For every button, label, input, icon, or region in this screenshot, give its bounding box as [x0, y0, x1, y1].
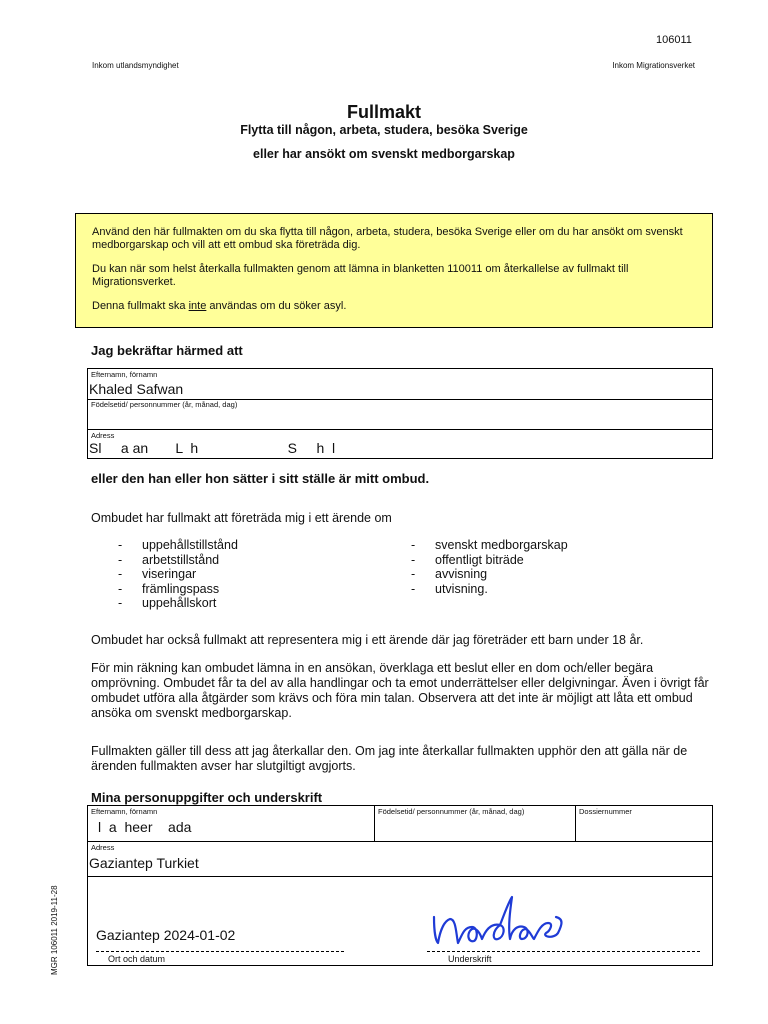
case-list-right: [411, 538, 568, 596]
representative-dob-field[interactable]: [87, 399, 713, 430]
form-number: 106011: [656, 34, 692, 46]
field-value: Sl a an L h S h l: [89, 440, 336, 456]
info-paragraph-2: Du kan när som helst återkalla fullmakten genom att lämna in blanketten 110011 om återkallelse av fullmakt till Migrationsverket.: [92, 263, 629, 288]
principal-dob-field[interactable]: [374, 805, 576, 842]
field-value: Khaled Safwan: [89, 381, 184, 397]
case-item: - arbetstillstånd: [118, 553, 238, 568]
field-label: Födelsetid/ personnummer (år, månad, dag): [91, 400, 238, 409]
signature-label: Underskrift: [448, 954, 492, 964]
case-item: - uppehållskort: [118, 596, 238, 611]
place-date-value[interactable]: Gaziantep 2024-01-02: [96, 927, 236, 943]
field-label: Dossiernummer: [579, 807, 632, 816]
case-item: - avvisning: [411, 567, 568, 582]
place-date-label: Ort och datum: [108, 954, 166, 964]
received-migration-label: Inkom Migrationsverket: [612, 61, 695, 70]
field-label: Födelsetid/ personnummer (år, månad, dag): [378, 807, 525, 816]
info-paragraph-1: Använd den här fullmakten om du ska flytta till någon, arbeta, studera, besöka Sverige eller om du har ansökt om svenskt medborgarskap och vill att ett ombud ska företräda dig.: [92, 226, 683, 251]
field-value: l a heer ada: [98, 819, 192, 835]
case-item: - utvisning.: [411, 582, 568, 597]
case-item: - offentligt biträde: [411, 553, 568, 568]
page-title: Fullmakt: [346, 102, 421, 122]
case-item: - uppehållstillstånd: [118, 538, 238, 553]
subtitle-line-1: Flytta till någon, arbeta, studera, besöka Sverige: [240, 123, 528, 137]
info-box: [75, 213, 713, 328]
field-value: Gaziantep Turkiet: [89, 855, 199, 871]
case-item: - främlingspass: [118, 582, 238, 597]
principal-name-field[interactable]: [87, 805, 375, 842]
subtitle-line-2: eller har ansökt om svenskt medborgarskap: [253, 147, 515, 161]
handwritten-signature[interactable]: [430, 893, 570, 958]
case-list-left: [118, 538, 238, 611]
dossier-number-field[interactable]: [575, 805, 713, 842]
field-label: Efternamn, förnamn: [91, 807, 158, 816]
signature-section: [87, 876, 713, 966]
paragraph-children: Ombudet har också fullmakt att representera mig i ett ärende där jag företräder ett barn under 18 år.: [91, 633, 644, 647]
paragraph-actions: För min räkning kan ombudet lämna in en ansökan, överklaga ett beslut eller en dom och/eller begära omprövning. Ombudet får ta del av alla handlingar och ta emot underrättelser eller delgivningar. Även i övrigt får ombudet utföra alla åtgärder som krävs och föra min talan. Observera att det inte är möjligt att låta ett ombud ansöka om svenskt medborgarskap.: [91, 661, 709, 720]
field-label: Adress: [91, 843, 115, 852]
case-item: - viseringar: [118, 567, 238, 582]
case-item: - svenskt medborgarskap: [411, 538, 568, 553]
side-form-code: MGR 106011 2019-11-28: [50, 885, 59, 975]
info-paragraph-3: Denna fullmakt ska inte användas om du söker asyl.: [92, 300, 347, 312]
representative-name-field[interactable]: [87, 368, 713, 400]
paragraph-validity: Fullmakten gäller till dess att jag återkallar den. Om jag inte återkallar fullmakten upphör den att gälla när de ärenden fullmakten avser har slutgiltigt avgjorts.: [91, 744, 688, 773]
representative-address-field[interactable]: [87, 429, 713, 459]
principal-address-field[interactable]: [87, 841, 713, 877]
place-date-line: [96, 951, 344, 952]
field-label: Efternamn, förnamn: [91, 370, 158, 379]
received-foreign-label: Inkom utlandsmyndighet: [92, 61, 179, 70]
personal-heading: Mina personuppgifter och underskrift: [91, 790, 323, 805]
substitute-heading: eller den han eller hon sätter i sitt ställe är mitt ombud.: [91, 471, 430, 486]
underlined-word: inte: [188, 300, 207, 312]
authority-intro: Ombudet har fullmakt att företräda mig i ett ärende om: [91, 511, 392, 525]
confirm-heading: Jag bekräftar härmed att: [91, 343, 243, 358]
field-label: Adress: [91, 431, 115, 440]
